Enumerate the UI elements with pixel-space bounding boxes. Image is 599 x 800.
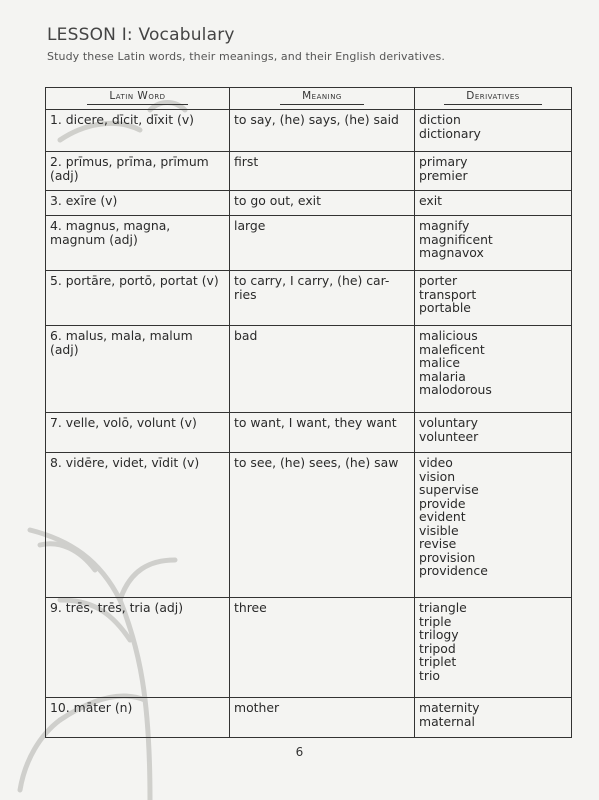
derivative-word: triple — [419, 613, 452, 629]
derivative-word: revise — [419, 536, 457, 551]
table-row — [46, 216, 572, 271]
derivative-word: exit — [419, 193, 443, 208]
latin-word-cell: 8. vidēre, videt, vīdit (v) — [46, 453, 230, 598]
latin-word-cell: 7. velle, volō, volunt (v) — [46, 413, 230, 453]
latin-word-cell: 6. malus, mala, malum (adj) — [46, 326, 230, 413]
meaning-cell: large — [230, 216, 415, 271]
derivative-word: video — [419, 455, 453, 470]
derivative-word: voluntary — [419, 415, 478, 430]
derivative-word: triangle — [419, 600, 467, 615]
derivative-word: provide — [419, 495, 466, 511]
table-header-row — [46, 88, 572, 110]
derivatives-cell — [415, 216, 572, 271]
derivative-word: magnavox — [419, 245, 484, 260]
derivative-word: transport — [419, 286, 477, 302]
meaning-cell: to say, (he) says, (he) said — [230, 110, 415, 152]
latin-word-cell: 1. dicere, dīcit, dīxit (v) — [46, 110, 230, 152]
lesson-instructions: Study these Latin words, their meanings, and their English derivatives. — [47, 50, 445, 63]
derivative-word: magnify — [419, 218, 470, 233]
header-meaning: Meaning — [230, 88, 415, 110]
vocabulary-table — [45, 87, 572, 738]
meaning-cell: mother — [230, 698, 415, 738]
derivatives-cell — [415, 698, 572, 738]
derivative-word: trilogy — [419, 627, 459, 642]
derivative-word: portable — [419, 300, 471, 315]
derivatives-cell — [415, 598, 572, 698]
table-row — [46, 698, 572, 738]
derivative-word: maleficent — [419, 341, 485, 357]
derivative-word: maternity — [419, 700, 480, 715]
derivative-word: trio — [419, 667, 440, 683]
derivative-word: diction — [419, 112, 461, 127]
table-row — [46, 110, 572, 152]
derivative-word: evident — [419, 509, 466, 524]
derivatives-cell — [415, 152, 572, 191]
derivative-word: magnificent — [419, 231, 493, 247]
page-number: 6 — [295, 745, 304, 759]
derivatives-cell — [415, 453, 572, 598]
header-derivatives: Derivatives — [415, 88, 572, 110]
meaning-cell: three — [230, 598, 415, 698]
meaning-cell: to want, I want, they want — [230, 413, 415, 453]
derivative-word: malaria — [419, 368, 466, 384]
latin-word-cell: 4. magnus, magna, magnum (adj) — [46, 216, 230, 271]
latin-word-cell: 9. trēs, trēs, tria (adj) — [46, 598, 230, 698]
table-row — [46, 413, 572, 453]
latin-word-cell: 5. portāre, portō, portat (v) — [46, 271, 230, 326]
derivatives-cell — [415, 413, 572, 453]
derivative-word: porter — [419, 273, 458, 288]
derivatives-cell — [415, 110, 572, 152]
latin-word-cell: 3. exīre (v) — [46, 191, 230, 216]
derivative-word: triplet — [419, 654, 457, 669]
latin-word-cell: 10. māter (n) — [46, 698, 230, 738]
meaning-cell: first — [230, 152, 415, 191]
derivative-word: providence — [419, 563, 488, 578]
derivatives-cell — [415, 326, 572, 413]
derivative-word: maternal — [419, 713, 475, 729]
table-row — [46, 598, 572, 698]
table-row — [46, 191, 572, 216]
derivatives-cell — [415, 271, 572, 326]
derivative-word: dictionary — [419, 125, 481, 141]
meaning-cell: to see, (he) sees, (he) saw — [230, 453, 415, 598]
derivative-word: supervise — [419, 482, 479, 497]
latin-word-cell: 2. prīmus, prīma, prīmum (adj) — [46, 152, 230, 191]
meaning-cell: to go out, exit — [230, 191, 415, 216]
derivative-word: primary — [419, 154, 468, 169]
meaning-cell: to carry, I carry, (he) car-ries — [230, 271, 415, 326]
derivatives-cell — [415, 191, 572, 216]
derivative-word: premier — [419, 167, 468, 183]
table-row — [46, 326, 572, 413]
table-row — [46, 152, 572, 191]
table-row — [46, 271, 572, 326]
derivative-word: provision — [419, 549, 476, 565]
derivative-word: malice — [419, 355, 460, 370]
derivative-word: vision — [419, 468, 456, 484]
derivative-word: tripod — [419, 640, 456, 656]
derivative-word: visible — [419, 522, 459, 538]
header-latin-word: Latin Word — [46, 88, 230, 110]
table-row — [46, 453, 572, 598]
lesson-title: LESSON I: Vocabulary — [47, 25, 235, 45]
derivative-word: malodorous — [419, 382, 492, 397]
derivative-word: volunteer — [419, 428, 479, 444]
meaning-cell: bad — [230, 326, 415, 413]
derivative-word: malicious — [419, 328, 478, 343]
